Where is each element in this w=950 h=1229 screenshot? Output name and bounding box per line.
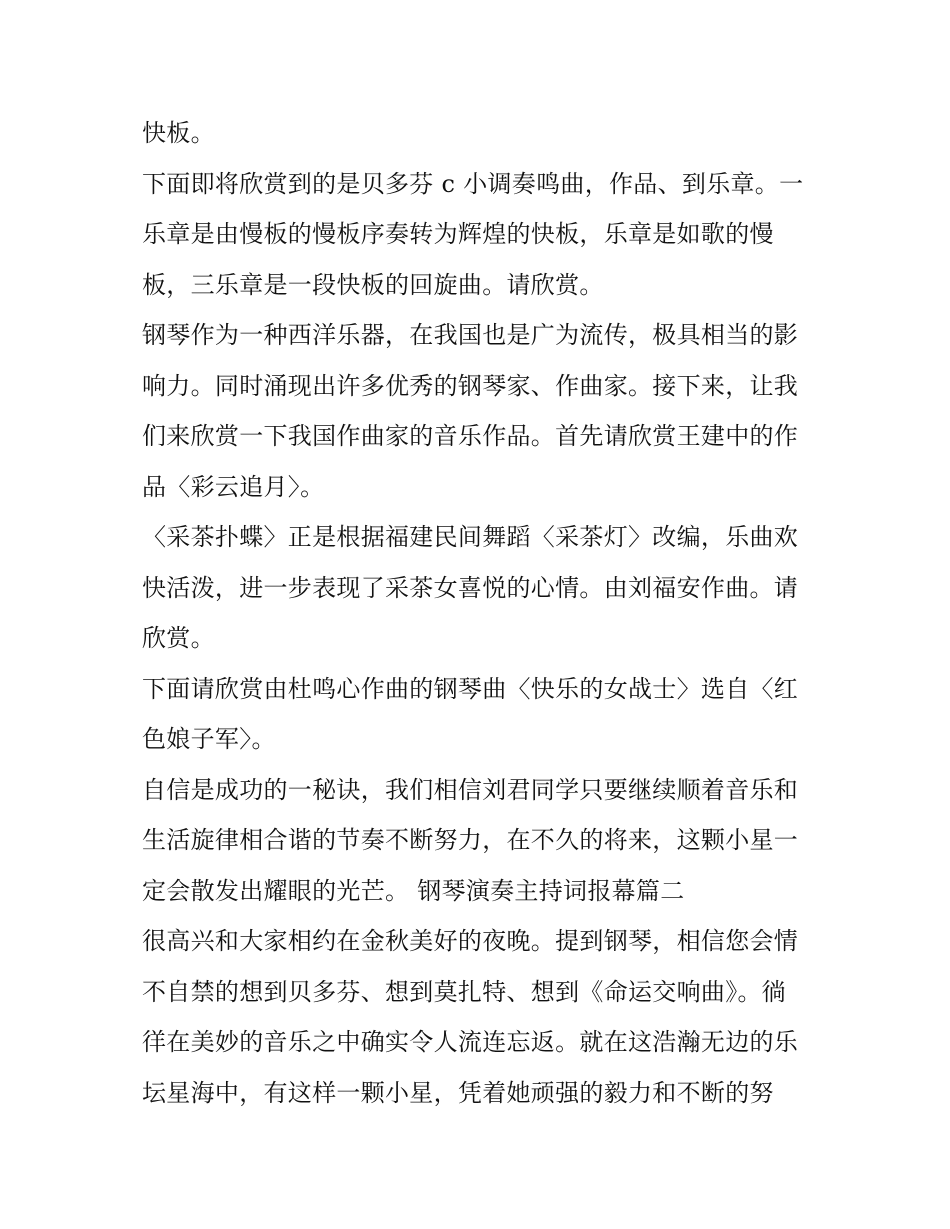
text-line: 自信是成功的一秘诀，我们相信刘君同学只要继续顺着音乐和: [142, 775, 799, 804]
text-line: 快活泼，进一步表现了采茶女喜悦的心情。由刘福安作曲。请: [142, 573, 799, 602]
text-line: 欣赏。: [142, 624, 215, 652]
text-line: 生活旋律相合谐的节奏不断努力，在不久的将来，这颗小星一: [142, 826, 799, 854]
text-line: 乐章是由慢板的慢板序奏转为辉煌的快板，乐章是如歌的慢: [142, 220, 774, 248]
text-line: 们来欣赏一下我国作曲家的音乐作品。首先请欣赏王建中的作: [142, 422, 799, 450]
text-line: 〈采茶扑蝶〉正是根据福建民间舞蹈〈采茶灯〉改编，乐曲欢: [142, 523, 799, 551]
text-line: 快板。: [142, 119, 215, 147]
text-line: 定会散发出耀眼的光芒。 钢琴演奏主持词报幕篇二: [142, 876, 685, 905]
text-line: 响力。同时涌现出许多优秀的钢琴家、作曲家。接下来，让我: [142, 371, 799, 400]
text-line: 不自禁的想到贝多芬、想到莫扎特、想到《命运交响曲》。徜: [142, 977, 787, 1006]
text-line: 坛星海中，有这样一颗小星，凭着她顽强的毅力和不断的努: [142, 1078, 774, 1107]
body-text: [142, 108, 812, 1118]
text-line: 很高兴和大家相约在金秋美好的夜晚。提到钢琴，相信您会情: [142, 927, 799, 955]
text-line: 品〈彩云追月〉。: [142, 472, 325, 501]
text-line: 板，三乐章是一段快板的回旋曲。请欣赏。: [142, 270, 604, 299]
text-line: 色娘子军〉。: [142, 725, 276, 753]
text-line: 钢琴作为一种西洋乐器，在我国也是广为流传，极具相当的影: [142, 321, 799, 349]
text-line: 下面即将欣赏到的是贝多芬 c 小调奏鸣曲，作品、到乐章。一: [142, 169, 804, 198]
text-line: 下面请欣赏由杜鸣心作曲的钢琴曲〈快乐的女战士〉选自〈红: [142, 674, 799, 703]
text-line: 徉在美妙的音乐之中确实令人流连忘返。就在这浩瀚无边的乐: [142, 1028, 799, 1056]
